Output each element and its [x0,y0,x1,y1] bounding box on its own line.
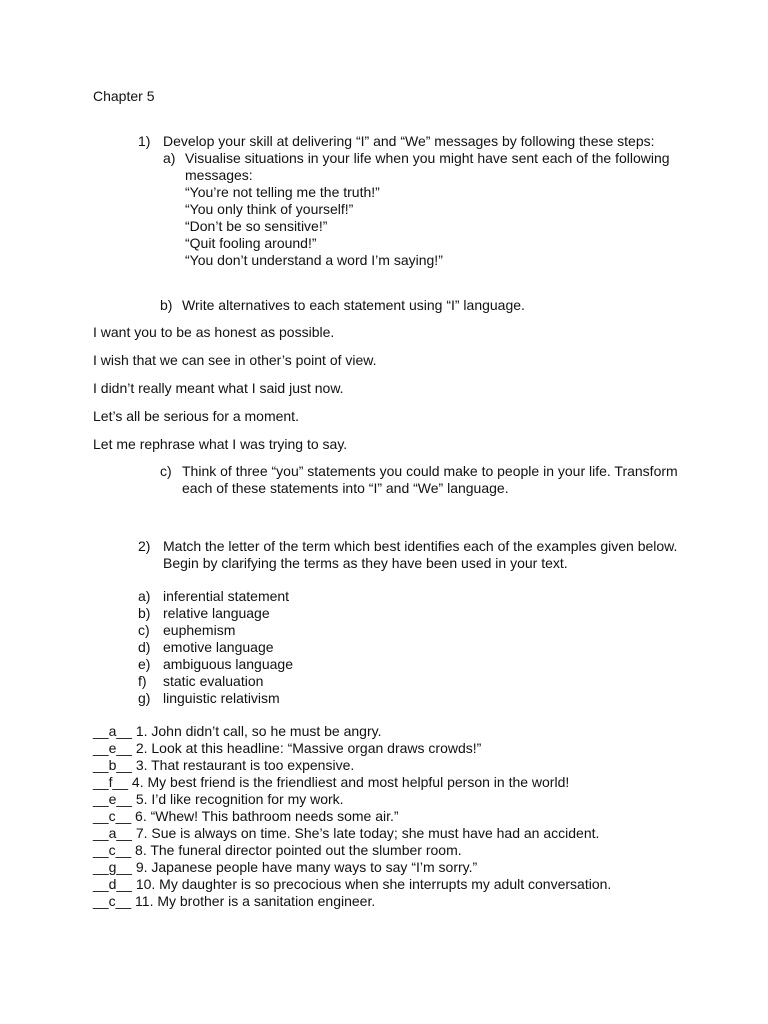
quote-line: “You only think of yourself!” [185,201,354,217]
term-item [138,605,538,622]
question-1a-block [185,150,678,269]
term-text: relative language [163,605,270,621]
term-text: inferential statement [163,588,290,604]
quote-line: “Don’t be so sensitive!” [185,218,328,234]
answer-line: I want you to be as honest as possible. [93,324,335,340]
question-1-number: 1) [138,133,151,149]
answer-line: I wish that we can see in other’s point of view. [93,352,377,368]
match-item: __a__ 1. John didn’t call, so he must be angry. [93,723,382,739]
term-item [138,622,538,639]
term-text: linguistic relativism [163,690,280,706]
question-1c-letter: c) [160,463,172,479]
match-list [93,723,733,910]
term-letter: b) [138,605,151,621]
question-2-text: Match the letter of the term which best identifies each of the examples given below. Begin by clarifying the terms as they have been used in your text. [163,538,678,571]
question-1b [160,297,680,314]
quote-line: “You don’t understand a word I’m saying!” [185,252,443,268]
term-letter: e) [138,656,151,672]
term-letter: a) [138,588,151,604]
question-1c-text: Think of three “you” statements you could make to people in your life. Transform each of these statements into “I” and “We” language. [182,463,678,496]
match-item: __e__ 2. Look at this headline: “Massive organ draws crowds!” [93,740,482,756]
term-letter: d) [138,639,151,655]
term-item [138,588,538,605]
chapter-title: Chapter 5 [93,88,155,104]
term-letter: c) [138,622,150,638]
term-list [138,588,538,707]
match-item: __a__ 7. Sue is always on time. She’s late today; she must have had an accident. [93,825,600,841]
match-item: __d__ 10. My daughter is so precocious when she interrupts my adult conversation. [93,876,612,892]
question-1a-text: Visualise situations in your life when you might have sent each of the following messages: [185,150,670,183]
question-1 [138,133,678,269]
term-text: euphemism [163,622,236,638]
match-item: __c__ 6. “Whew! This bathroom needs some air.” [93,808,399,824]
term-letter: f) [138,673,147,689]
term-text: ambiguous language [163,656,293,672]
term-text: emotive language [163,639,274,655]
question-1-text: Develop your skill at delivering “I” and “We” messages by following these steps: [163,133,655,149]
term-item [138,673,538,690]
term-text: static evaluation [163,673,264,689]
quote-line: “You’re not telling me the truth!” [185,184,380,200]
question-1a-letter: a) [163,150,176,166]
question-2-number: 2) [138,538,151,554]
term-letter: g) [138,690,151,706]
answer-list [93,324,693,464]
answer-line: Let’s all be serious for a moment. [93,408,299,424]
match-item: __c__ 8. The funeral director pointed out the slumber room. [93,842,462,858]
match-item: __c__ 11. My brother is a sanitation engineer. [93,893,376,909]
match-item: __g__ 9. Japanese people have many ways to say “I’m sorry.” [93,859,478,875]
question-1b-letter: b) [160,297,173,313]
answer-line: I didn’t really meant what I said just now. [93,380,344,396]
answer-line: Let me rephrase what I was trying to say. [93,436,348,452]
match-item: __e__ 5. I’d like recognition for my work. [93,791,344,807]
question-1b-text: Write alternatives to each statement using “I” language. [182,297,525,313]
question-1c [160,463,690,497]
match-item: __b__ 3. That restaurant is too expensive. [93,757,355,773]
term-item [138,639,538,656]
term-item [138,656,538,673]
question-2 [138,538,678,572]
term-item [138,690,538,707]
quote-line: “Quit fooling around!” [185,235,317,251]
match-item: __f__ 4. My best friend is the friendliest and most helpful person in the world! [93,774,570,790]
